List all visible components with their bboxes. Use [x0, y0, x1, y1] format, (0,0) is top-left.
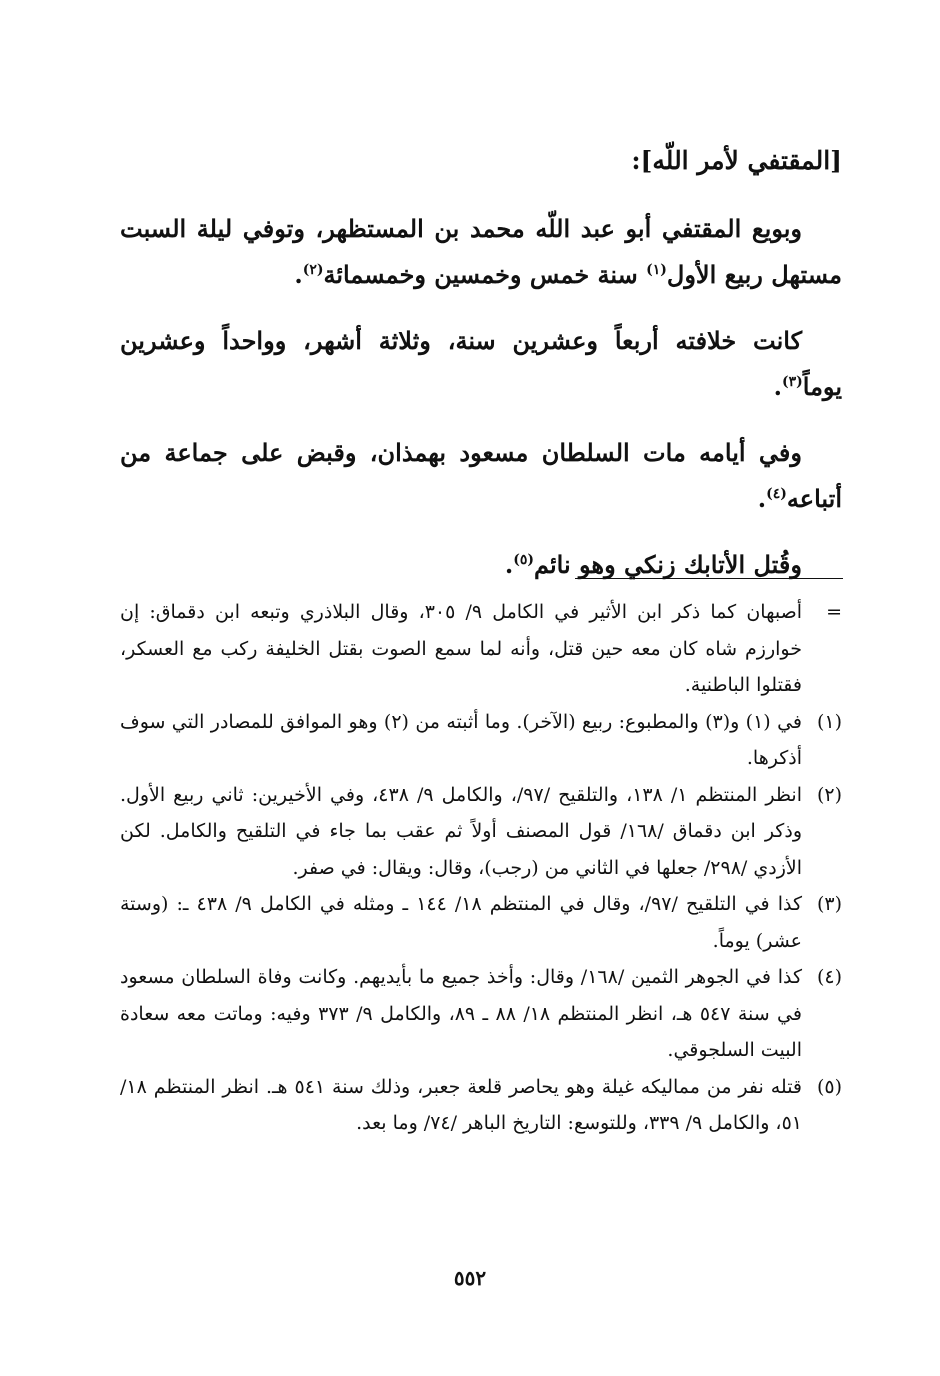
page-number: ٥٥٢: [453, 1266, 487, 1290]
section-heading: [المقتفي لأمر اللّه]:: [631, 146, 842, 175]
footnote-text: قتله نفر من مماليكه غيلة وهو يحاصر قلعة جعبر، وذلك سنة ٥٤١ هـ. انظر المنتظم ١٨/ ٥١، والكامل ٩/ ٣٣٩، وللتوسع: التاريخ الباهر /٧٤/ وما بعد.: [120, 1075, 803, 1134]
paragraph-end: .: [757, 484, 767, 513]
main-text: [120, 138, 842, 608]
footnote-5: [120, 1069, 842, 1142]
footnote-text: كذا في التلقيح /٩٧/، وقال في المنتظم ١٨/ ١٤٤ ـ ومثله في الكامل ٩/ ٤٣٨ ـ: (وستة عشر) يوماً.: [120, 893, 803, 952]
footnote-mark: (١): [816, 710, 842, 733]
footnotes: [120, 594, 842, 1142]
paragraph-text: كانت خلافته أربعاً وعشرين سنة، وثلاثة أشهر، وواحداً وعشرين يوماً: [120, 326, 842, 401]
footnote-continued: [120, 594, 842, 704]
paragraph-end: .: [773, 372, 782, 401]
paragraph-1: [120, 206, 842, 298]
footnote-text: كذا في الجوهر الثمين /١٦٨/ وقال: وأخذ جميع ما بأيديهم. وكانت وفاة السلطان مسعود في سنة ٥٤٧ هـ، انظر المنتظم ١٨/ ٨٨ ـ ٨٩، والكامل ٩/ ٣٧٣ وفيه: وماتت معه سعادة البيت السلجوقي.: [120, 966, 802, 1061]
paragraph-text: سنة خمس وخمسين وخمسمائة: [323, 260, 647, 289]
footnote-mark: (٥): [816, 1075, 842, 1098]
footnote-ref-2: (٢): [302, 262, 324, 278]
paragraph-text: وقُتل الأتابك زنكي وهو نائم: [534, 550, 802, 579]
footnote-1: [120, 704, 842, 777]
paragraph-3: [120, 430, 842, 522]
paragraph-text: وفي أيامه مات السلطان مسعود بهمذان، وقبض على جماعة من أتباعه: [120, 438, 842, 513]
footnote-mark: (٣): [816, 893, 842, 915]
footnote-ref-5: (٥): [513, 552, 535, 568]
footnote-ref-4: (٤): [766, 486, 787, 502]
paragraph-4: [120, 542, 842, 588]
footnote-text: أصبهان كما ذكر ابن الأثير في الكامل ٩/ ٣٠٥، وقال البلاذري وتبعه ابن دقماق: إن خوارزم شاه كان معه حين قتل، وأنه لما سمع الصوت بقتل الخليفة ركب مع العسكر، فقتلوا الباطنية.: [120, 601, 802, 696]
footnote-separator: [575, 578, 843, 579]
footnote-text: في (١) و(٣) والمطبوع: ربيع (الآخر). وما أثبته من (٢) وهو الموافق للمصادر التي سوف أذكرها.: [120, 710, 802, 769]
footnote-4: [120, 959, 842, 1069]
footnote-ref-3: (٣): [781, 374, 803, 390]
footnote-mark: (٢): [816, 783, 842, 806]
footnote-2: [120, 777, 842, 887]
paragraph-end: .: [294, 260, 303, 289]
footnote-3: [120, 886, 842, 959]
footnote-mark: (٤): [816, 966, 842, 988]
paragraph-2: [120, 318, 842, 410]
paragraph-text: وبويع المقتفي أبو عبد اللّه محمد بن المستظهر، وتوفي ليلة السبت مستهل ربيع الأول: [120, 214, 842, 289]
footnote-mark: =: [826, 601, 842, 623]
paragraph-end: .: [504, 550, 514, 579]
footnote-text: انظر المنتظم ١/ ١٣٨، والتلقيح /٩٧/، والكامل ٩/ ٤٣٨، وفي الأخيرين: ثاني ربيع الأول. وذكر ابن دقماق /١٦٨/ قول المصنف أولاً ثم عقب بما جاء في التلقيح والكامل. لكن الأزدي /٢٩٨/ جعلها في الثاني من (رجب)، وقال: ويقال: في صفر.: [120, 783, 802, 879]
footnote-ref-1: (١): [646, 262, 667, 278]
